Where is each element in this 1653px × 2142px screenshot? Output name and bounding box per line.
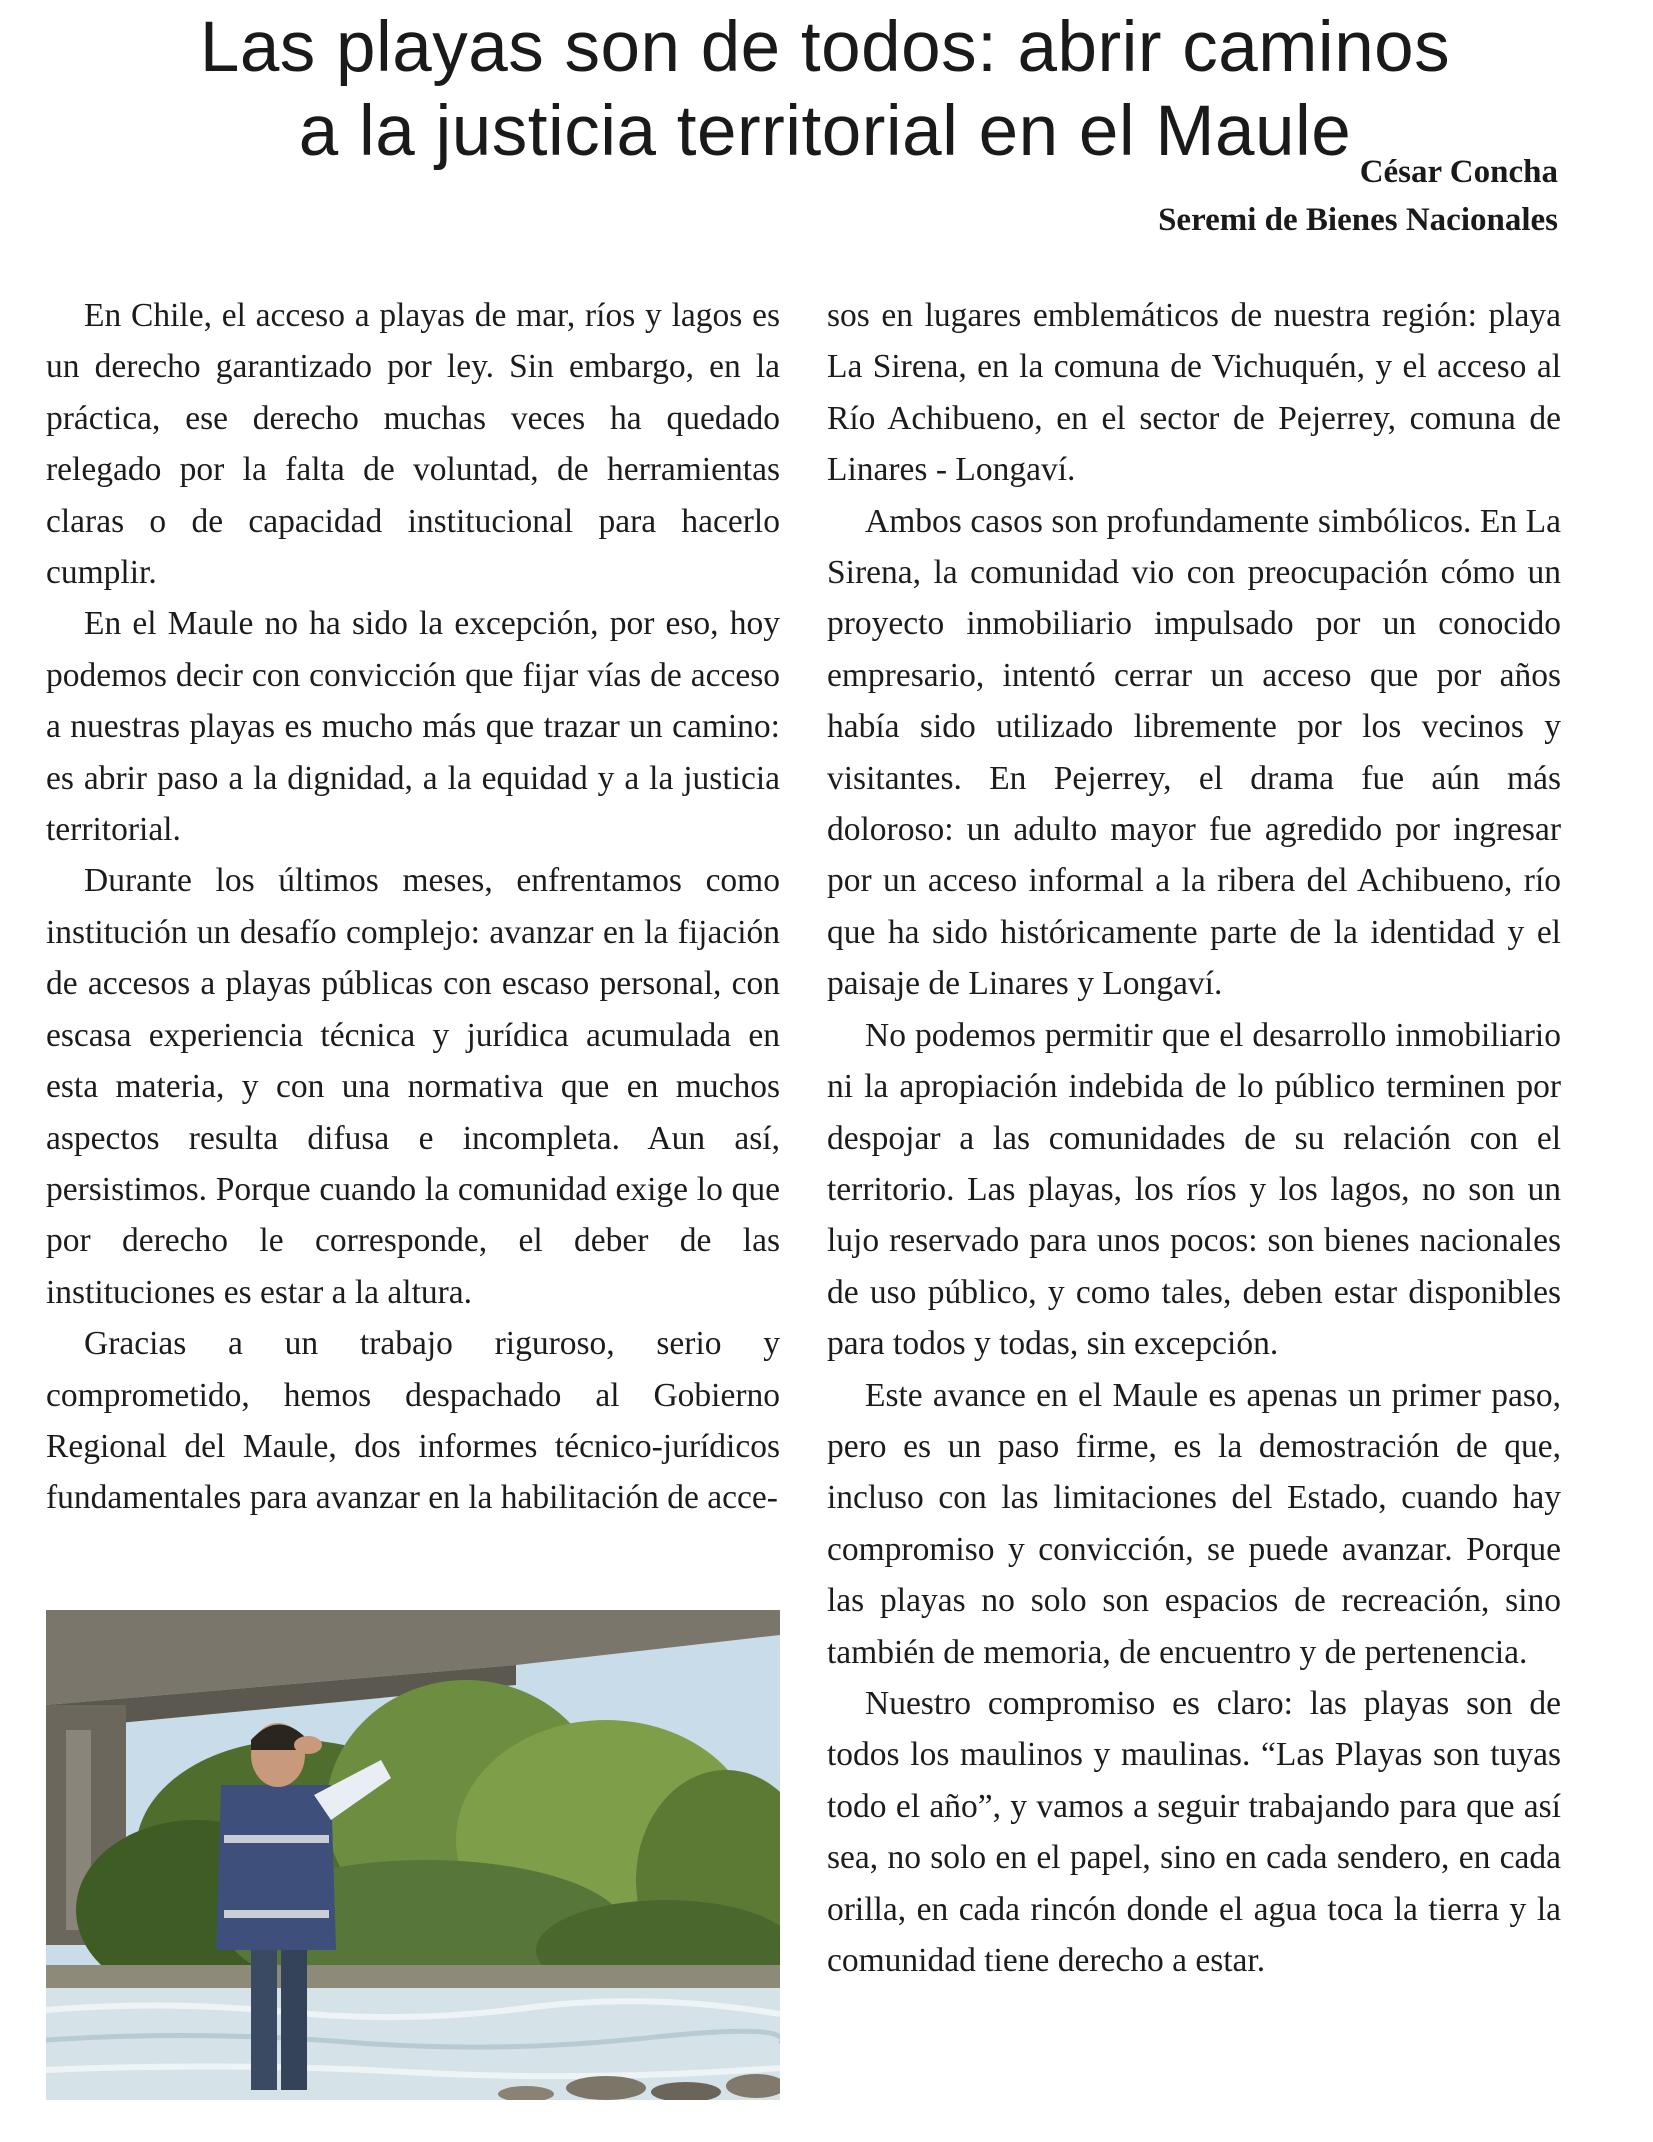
author-name: César Concha — [1359, 154, 1558, 190]
paragraph: Este avance en el Maule es apenas un primer paso, pero es un paso firme, es la demostración de que, incluso con las limitaciones del Estado, cuando hay compromiso y convicción, se puede avanzar. Porque las playas no solo son espacios de recreación, sino también de memoria, de encuentro y de pertenencia. — [827, 1376, 1561, 1671]
paragraph: Nuestro compromiso es claro: las playas son de todos los maulinos y maulinas. “Las Playas son tuyas todo el año”, y vamos a seguir trabajando para que así sea, no solo en el papel, sino en cada sendero, en cada orilla, en cada rincón donde el agua toca la tierra y la comunidad tiene derecho a estar. — [827, 1684, 1561, 1979]
byline — [1158, 148, 1558, 244]
author-role: Seremi de Bienes Nacionales — [1158, 202, 1558, 238]
riverbank-photo-illustration — [46, 1610, 780, 2100]
paragraph: Ambos casos son profundamente simbólicos. En La Sirena, la comunidad vio con preocupación cómo un proyecto inmobiliario impulsado por un conocido empresario, intentó cerrar un acceso que por años había sido utilizado libremente por los vecinos y visitantes. En Pejerrey, el drama fue aún más doloroso: un adulto mayor fue agredido por ingresar por un acceso informal a la ribera del Achibueno, río que ha sido históricamente parte de la identidad y el paisaje de Linares y Longaví. — [827, 502, 1561, 1003]
paragraph: Durante los últimos meses, enfrentamos como institución un desafío complejo: avanzar en la fijación de accesos a playas públicas con escaso personal, con escasa experiencia técnica y jurídica acumulada en esta materia, y con una normativa que en muchos aspectos resulta difusa e incompleta. Aun así, persistimos. Porque cuando la comunidad exige lo que por derecho le corresponde, el deber de las instituciones es estar a la altura. — [46, 862, 780, 1311]
article-title-line-2: a la justicia territorial en el Maule — [298, 92, 1352, 171]
left-column — [46, 290, 780, 1524]
article-photo — [46, 1610, 780, 2100]
paragraph: En el Maule no ha sido la excepción, por eso, hoy podemos decir con convicción que fijar vías de acceso a nuestras playas es mucho más que trazar un camino: es abrir paso a la dignidad, a la equidad y a la justicia territorial. — [46, 605, 780, 849]
paragraph: Gracias a un trabajo riguroso, serio y comprometido, hemos despachado al Gobierno Regional del Maule, dos informes técnico-jurídicos fundamentales para avanzar en la habilitación de acce- — [46, 1325, 780, 1517]
paragraph: No podemos permitir que el desarrollo inmobiliario ni la apropiación indebida de lo público terminen por despojar a las comunidades de su relación con el territorio. Las playas, los ríos y los lagos, no son un lujo reservado para unos pocos: son bienes nacionales de uso público, y como tales, deben estar disponibles para todos y todas, sin excepción. — [827, 1016, 1561, 1363]
right-column — [827, 290, 1561, 1986]
paragraph: sos en lugares emblemáticos de nuestra región: playa La Sirena, en la comuna de Vichuquén, y el acceso al Río Achibueno, en el sector de Pejerrey, comuna de Linares - Longaví. — [827, 297, 1561, 489]
paragraph: En Chile, el acceso a playas de mar, ríos y lagos es un derecho garantizado por ley. Sin embargo, en la práctica, ese derecho muchas veces ha quedado relegado por la falta de voluntad, de herramientas claras o de capacidad institucional para hacerlo cumplir. — [46, 297, 780, 592]
article-title-line-1: Las playas son de todos: abrir caminos — [199, 8, 1451, 87]
